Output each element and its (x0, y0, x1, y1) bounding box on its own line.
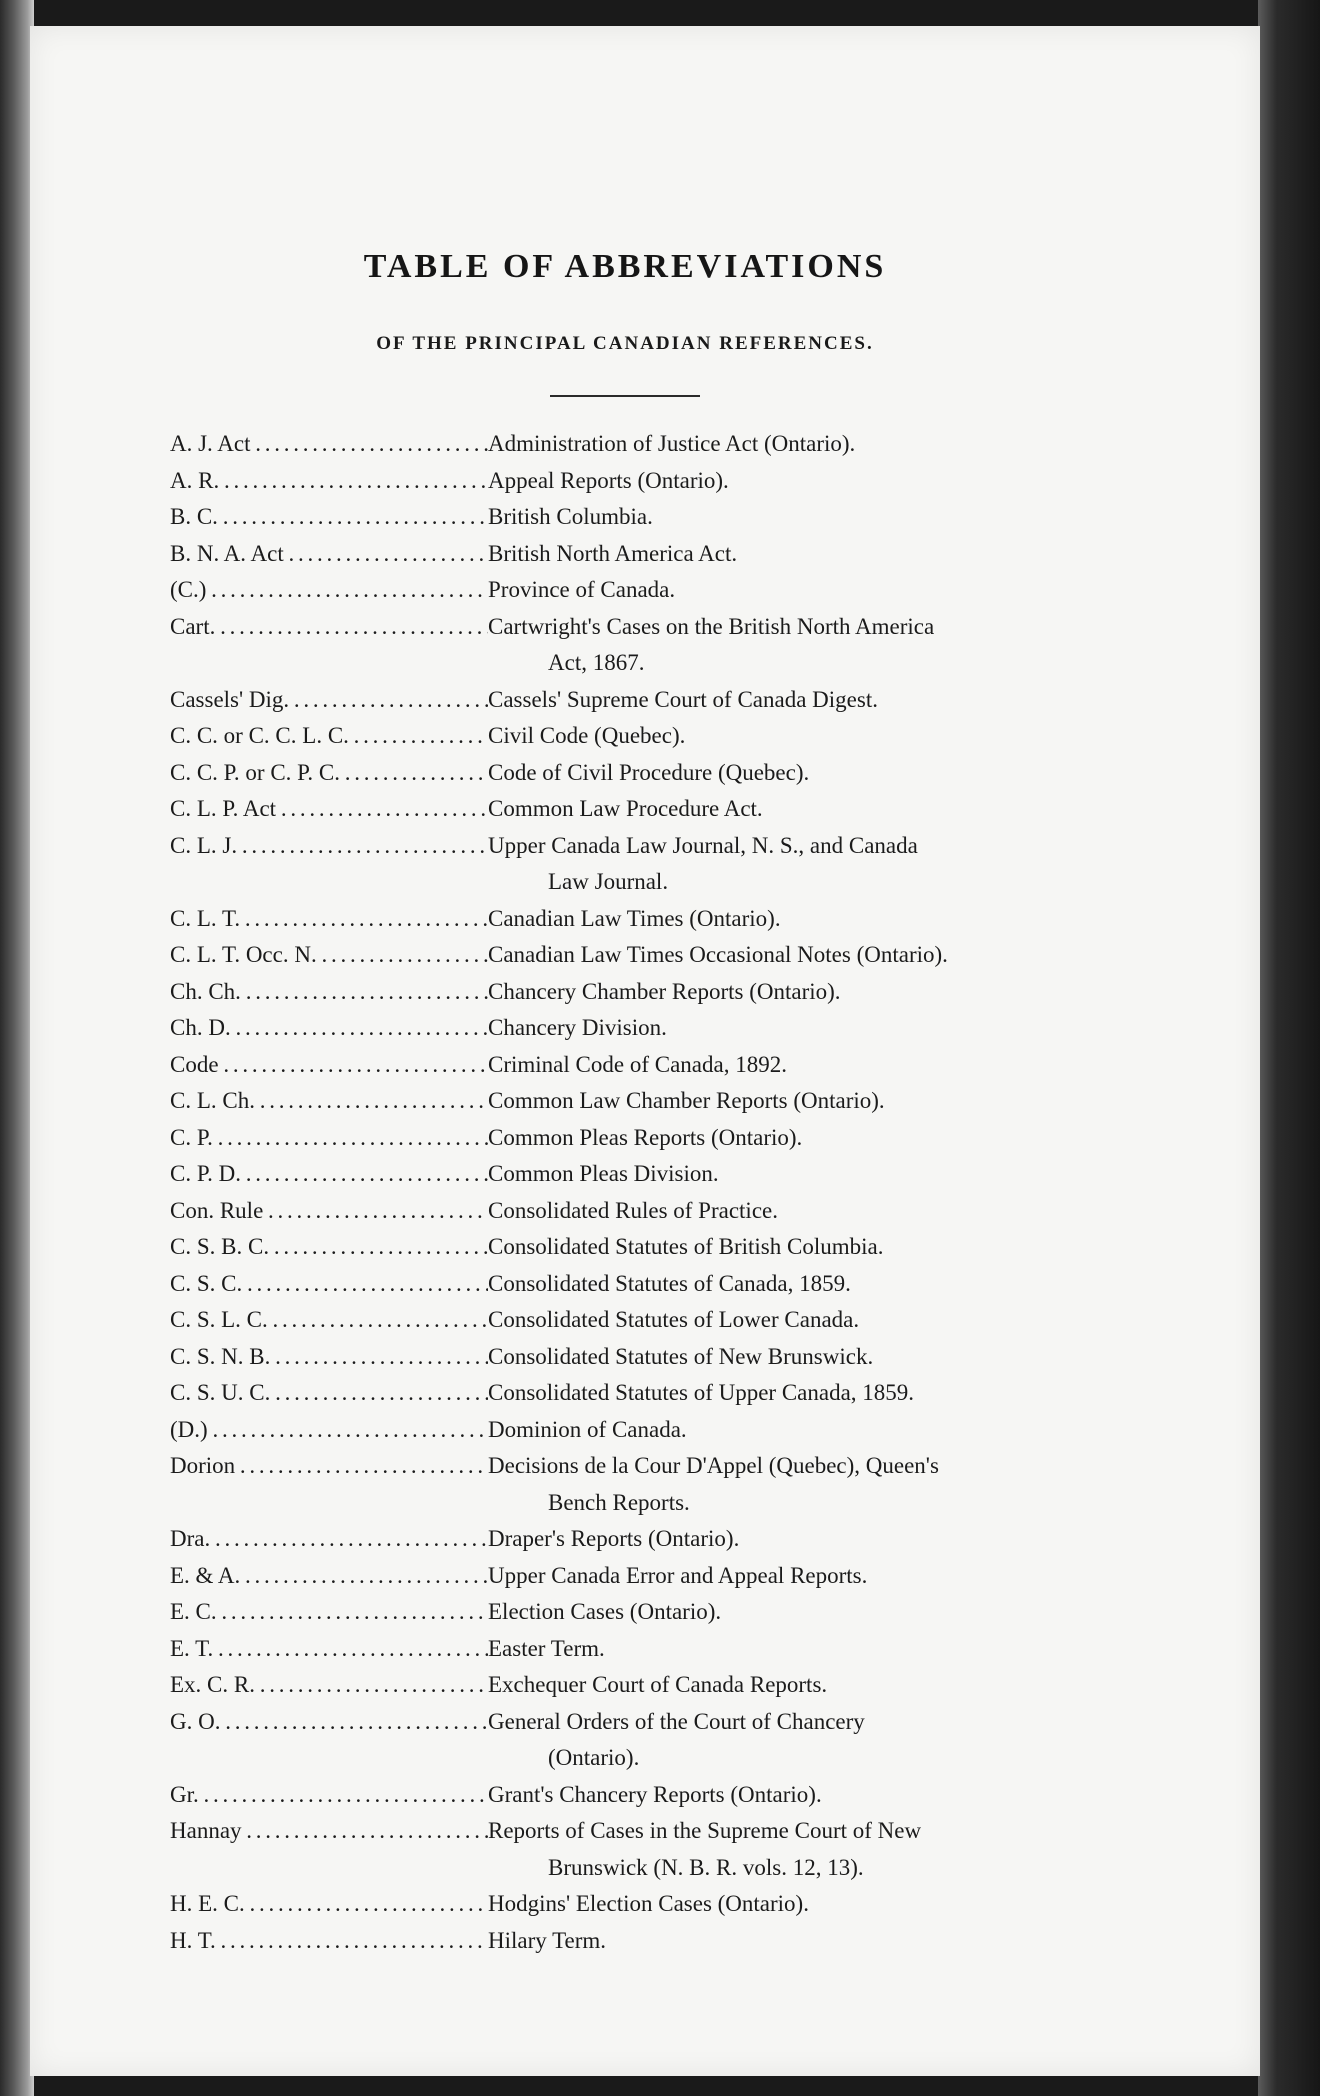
definition-text: Upper Canada Law Journal, N. S., and Canada (488, 832, 918, 858)
abbreviation-term: G. O. . . . (170, 1704, 488, 1741)
abbreviation-definition (488, 499, 1110, 536)
definition-text: Common Pleas Division. (488, 1161, 719, 1186)
abbreviation-term: (C.) . . . (170, 572, 488, 609)
abbreviation-definition (488, 1375, 1110, 1412)
abbreviation-term: Cassels' Dig. . . . (170, 682, 488, 719)
abbreviation-entry (170, 1558, 1110, 1595)
abbreviation-definition (488, 1047, 1110, 1084)
abbreviation-entry (170, 1156, 1110, 1193)
abbreviation-term: B. N. A. Act . . . (170, 536, 488, 573)
abbreviation-entry (170, 572, 1110, 609)
abbreviation-definition (488, 1229, 1110, 1266)
abbreviation-definition (488, 1339, 1110, 1376)
abbreviation-entry (170, 828, 1110, 901)
abbreviation-term: Ch. Ch. . . . (170, 974, 488, 1011)
definition-text: Consolidated Statutes of New Brunswick. (488, 1343, 874, 1369)
abbreviation-definition (488, 609, 1110, 682)
abbreviation-definition (488, 572, 1110, 609)
definition-text: Exchequer Court of Canada Reports. (488, 1672, 828, 1697)
abbreviation-term: C. P. . . . (170, 1120, 488, 1157)
definition-continuation: Act, 1867. (548, 650, 645, 675)
definition-continuation: Law Journal. (548, 869, 669, 894)
abbreviation-definition (488, 1594, 1110, 1631)
abbreviation-entry (170, 791, 1110, 828)
abbreviation-entry (170, 1229, 1110, 1266)
abbreviation-entry (170, 718, 1110, 755)
abbreviation-entry (170, 1594, 1110, 1631)
abbreviation-term: Hannay . . . (170, 1813, 488, 1850)
abbreviation-entry (170, 1521, 1110, 1558)
book-binding-left (0, 0, 34, 2096)
definition-text: General Orders of the Court of Chancery (488, 1708, 865, 1734)
abbreviation-entry (170, 1083, 1110, 1120)
abbreviation-term: H. T. . . . (170, 1923, 488, 1960)
abbreviation-term: E. T. . . . (170, 1631, 488, 1668)
abbreviation-definition (488, 791, 1110, 828)
abbreviation-definition (488, 1193, 1110, 1230)
definition-text: Decisions de la Cour D'Appel (Quebec), Queen's (488, 1453, 939, 1478)
abbreviation-definition (488, 1923, 1110, 1960)
abbreviation-definition (488, 1083, 1110, 1120)
abbreviation-term: Ch. D. . . . (170, 1010, 488, 1047)
abbreviation-term: C. S. C. . . . (170, 1266, 488, 1303)
definition-text: Easter Term. (488, 1635, 605, 1661)
abbreviation-term: C. S. L. C. . . . (170, 1302, 488, 1339)
abbreviation-definition (488, 1412, 1110, 1449)
definition-text: Common Pleas Reports (Ontario). (488, 1124, 803, 1150)
definition-text: Chancery Chamber Reports (Ontario). (488, 978, 841, 1004)
abbreviation-definition (488, 426, 1110, 463)
abbreviation-definition (488, 1667, 1110, 1704)
abbreviation-definition (488, 463, 1110, 500)
abbreviation-term: E. C. . . . (170, 1594, 488, 1631)
definition-text: Chancery Division. (488, 1015, 667, 1040)
abbreviation-definition (488, 1886, 1110, 1923)
abbreviation-entry (170, 499, 1110, 536)
definition-text: Hodgins' Election Cases (Ontario). (488, 1891, 809, 1916)
definition-text: Cartwright's Cases on the British North America (488, 613, 935, 639)
abbreviation-term: C. P. D. . . . (170, 1156, 488, 1193)
abbreviation-definition (488, 1266, 1110, 1303)
definition-continuation: Brunswick (N. B. R. vols. 12, 13). (548, 1854, 864, 1880)
definition-text: Canadian Law Times Occasional Notes (Ontario). (488, 942, 948, 967)
abbreviation-term: C. S. B. C. . . . (170, 1229, 488, 1266)
definition-text: Criminal Code of Canada, 1892. (488, 1051, 787, 1077)
book-binding-right (1258, 0, 1320, 2096)
definition-text: Consolidated Statutes of Canada, 1859. (488, 1270, 851, 1296)
definition-text: Grant's Chancery Reports (Ontario). (488, 1781, 822, 1807)
abbreviation-entry (170, 1302, 1110, 1339)
abbreviation-term: C. S. U. C. . . . (170, 1375, 488, 1412)
definition-text: Upper Canada Error and Appeal Reports. (488, 1562, 868, 1588)
abbreviation-term: (D.) . . . (170, 1412, 488, 1449)
abbreviation-term: Code . . . (170, 1047, 488, 1084)
abbreviation-term: C. L. T. . . . (170, 901, 488, 938)
abbreviation-entry (170, 609, 1110, 682)
abbreviation-entry (170, 1704, 1110, 1777)
abbreviation-term: C. S. N. B. . . . (170, 1339, 488, 1376)
definition-text: Consolidated Statutes of Upper Canada, 1859. (488, 1380, 915, 1405)
abbreviation-entry (170, 1047, 1110, 1084)
abbreviation-term: C. L. P. Act . . . (170, 791, 488, 828)
document-page (30, 26, 1260, 2076)
abbreviation-entry (170, 463, 1110, 500)
abbreviation-definition (488, 1448, 1110, 1521)
definition-text: Canadian Law Times (Ontario). (488, 905, 781, 931)
abbreviation-term: E. & A. . . . (170, 1558, 488, 1595)
abbreviation-entry (170, 1120, 1110, 1157)
abbreviation-term: C. L. J. . . . (170, 828, 488, 865)
abbreviation-entry (170, 974, 1110, 1011)
abbreviation-entry (170, 1886, 1110, 1923)
definition-text: British North America Act. (488, 540, 738, 566)
abbreviation-term: Con. Rule . . . (170, 1193, 488, 1230)
abbreviation-definition (488, 901, 1110, 938)
abbreviation-entry (170, 426, 1110, 463)
abbreviation-definition (488, 1631, 1110, 1668)
abbreviation-term: C. C. P. or C. P. C. . . . (170, 755, 488, 792)
abbreviation-definition (488, 1010, 1110, 1047)
abbreviation-entry (170, 1813, 1110, 1886)
abbreviation-definition (488, 1558, 1110, 1595)
abbreviation-entry (170, 937, 1110, 974)
abbreviation-definition (488, 682, 1110, 719)
page-subtitle: OF THE PRINCIPAL CANADIAN REFERENCES. (376, 333, 874, 354)
abbreviation-definition (488, 755, 1110, 792)
definition-text: Dominion of Canada. (488, 1416, 687, 1442)
definition-text: Reports of Cases in the Supreme Court of New (488, 1818, 922, 1843)
abbreviation-term: C. L. Ch. . . . (170, 1083, 488, 1120)
abbreviation-definition (488, 718, 1110, 755)
abbreviation-definition (488, 937, 1110, 974)
definition-text: Election Cases (Ontario). (488, 1599, 722, 1624)
definition-text: Hilary Term. (488, 1927, 607, 1953)
abbreviation-term: A. R. . . . (170, 463, 488, 500)
abbreviation-entry (170, 1193, 1110, 1230)
abbreviation-term: A. J. Act . . . (170, 426, 488, 463)
definition-text: Administration of Justice Act (Ontario). (488, 431, 856, 456)
definition-text: Consolidated Rules of Practice. (488, 1197, 778, 1223)
definition-text: Province of Canada. (488, 577, 676, 602)
abbreviation-term: Dra. . . . (170, 1521, 488, 1558)
abbreviation-term: C. L. T. Occ. N. . . . (170, 937, 488, 974)
page-title: TABLE OF ABBREVIATIONS (363, 248, 887, 285)
abbreviation-entry (170, 682, 1110, 719)
definition-text: Civil Code (Quebec). (488, 723, 686, 748)
abbreviation-entry (170, 1266, 1110, 1303)
abbreviation-term: B. C. . . . (170, 499, 488, 536)
title-divider (550, 395, 700, 397)
definition-text: Common Law Chamber Reports (Ontario). (488, 1088, 885, 1113)
abbreviation-entry (170, 1010, 1110, 1047)
abbreviation-entry (170, 1339, 1110, 1376)
abbreviation-entry (170, 901, 1110, 938)
definition-text: Code of Civil Procedure (Quebec). (488, 759, 810, 785)
abbreviation-entry (170, 1631, 1110, 1668)
abbreviation-definition (488, 1120, 1110, 1157)
abbreviation-entry (170, 1667, 1110, 1704)
abbreviation-term: Ex. C. R. . . . (170, 1667, 488, 1704)
abbreviation-term: Dorion . . . (170, 1448, 488, 1485)
abbreviation-entry (170, 1923, 1110, 1960)
abbreviation-entry (170, 1777, 1110, 1814)
definition-text: Common Law Procedure Act. (488, 796, 763, 821)
definition-text: Consolidated Statutes of Lower Canada. (488, 1307, 860, 1332)
abbreviation-definition (488, 1704, 1110, 1777)
definition-text: Appeal Reports (Ontario). (488, 467, 729, 493)
abbreviation-definition (488, 974, 1110, 1011)
abbreviation-term: H. E. C. . . . (170, 1886, 488, 1923)
abbreviation-term: C. C. or C. C. L. C. . . . (170, 718, 488, 755)
definition-continuation: (Ontario). (548, 1745, 640, 1770)
abbreviation-entry (170, 1375, 1110, 1412)
abbreviation-entry (170, 1448, 1110, 1521)
definition-continuation: Bench Reports. (548, 1489, 690, 1515)
abbreviation-definition (488, 1521, 1110, 1558)
abbreviation-term: Gr. . . . (170, 1777, 488, 1814)
abbreviation-entry (170, 1412, 1110, 1449)
definition-text: British Columbia. (488, 504, 653, 529)
definition-text: Cassels' Supreme Court of Canada Digest. (488, 686, 878, 712)
abbreviation-entry (170, 536, 1110, 573)
abbreviation-term: Cart. . . . (170, 609, 488, 646)
abbreviation-definition (488, 828, 1110, 901)
abbreviation-entry (170, 755, 1110, 792)
abbreviation-definition (488, 1777, 1110, 1814)
abbreviation-definition (488, 1156, 1110, 1193)
abbreviation-definition (488, 1302, 1110, 1339)
abbreviation-list (170, 426, 1110, 1959)
definition-text: Draper's Reports (Ontario). (488, 1526, 740, 1551)
abbreviation-definition (488, 1813, 1110, 1886)
abbreviation-definition (488, 536, 1110, 573)
definition-text: Consolidated Statutes of British Columbia. (488, 1234, 884, 1259)
